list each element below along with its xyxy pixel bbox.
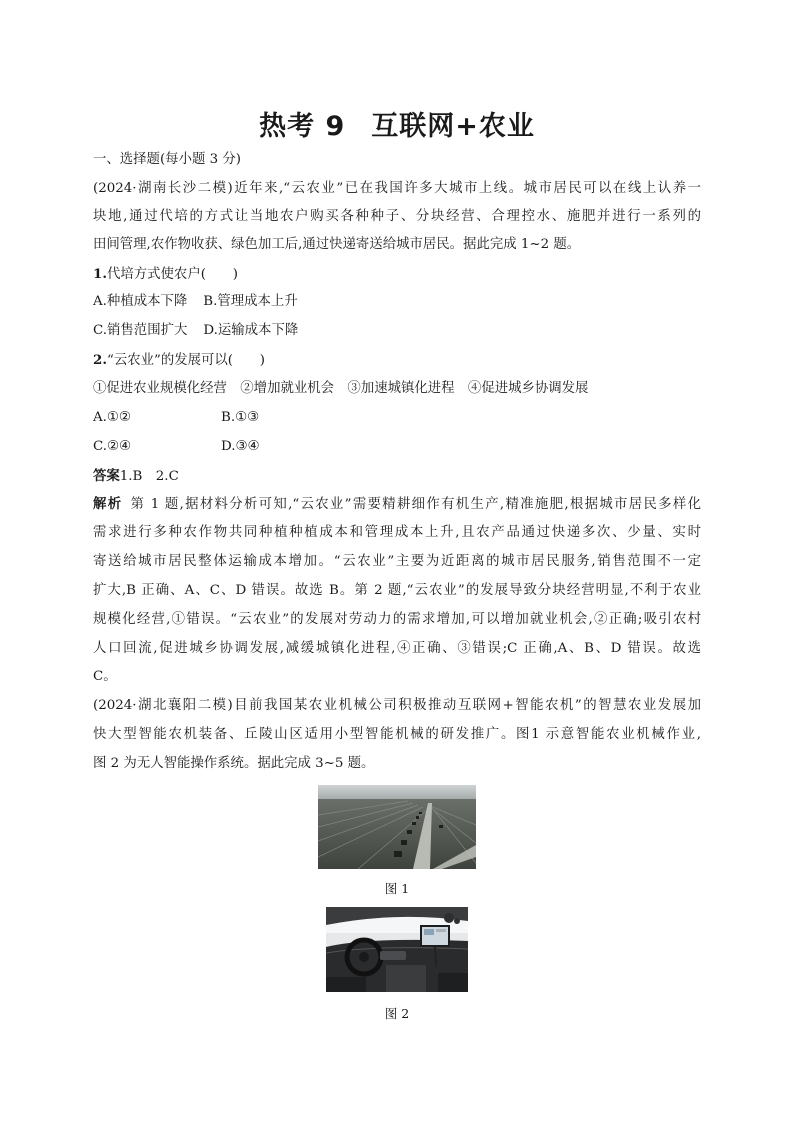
analysis-line: 解析 第 1 题,据材料分析可知,“云农业”需要精耕细作有机生产,精准施肥,根据城市居民多样化 — [93, 496, 701, 512]
analysis-line: 需求进行多种农作物共同种植种植成本和管理成本上升,且农产品通过快递多次、少量、实时 — [93, 525, 701, 540]
analysis-line: 扩大,B 正确、A、C、D 错误。故选 B。第 2 题,“云农业”的发展导致分块经营明显,不利于农业 — [93, 583, 701, 598]
q2-options-row-1 — [93, 409, 260, 427]
passage1-line: 块地,通过代培的方式让当地农户购买各种种子、分块经营、合理控水、施肥并进行一系列的 — [93, 209, 701, 224]
question-number: 1. — [93, 266, 107, 282]
question-number: 2. — [93, 352, 107, 368]
analysis-line: 规模化经营,①错误。“云农业”的发展对劳动力的需求增加,可以增加就业机会,②正确;吸引农村 — [93, 612, 701, 627]
figure-1-image — [318, 785, 476, 869]
question-stem: “云农业”的发展可以( ) — [106, 353, 266, 368]
section-heading: 一、选择题(每小题 3 分) — [93, 152, 241, 167]
question-2 — [93, 351, 265, 370]
q1-options-row-2 — [93, 322, 298, 340]
passage2-line: 图 2 为无人智能操作系统。据此完成 3~5 题。 — [93, 756, 375, 771]
passage2-line: (2024·湖北襄阳二模)目前我国某农业机械公司积极推动互联网+智能农机”的智慧农业发展加 — [93, 698, 701, 713]
analysis-line: 人口回流,促进城乡协调发展,减缓城镇化进程,④正确、③错误;C 正确,A、B、D 错误。故选 — [93, 641, 701, 656]
q2-option-d: D.③④ — [221, 439, 260, 454]
figure-2-caption: 图 2 — [384, 1006, 410, 1021]
answer — [93, 467, 179, 486]
analysis-line: 寄送给城市居民整体运输成本增加。“云农业”主要为近距离的城市居民服务,销售范围不一定 — [93, 554, 701, 569]
answer-label: 答案 — [93, 468, 120, 484]
q2-option-a: A.①② — [93, 410, 131, 425]
title-part2: 互联网+农业 — [371, 111, 535, 142]
q1-option-c: C.销售范围扩大 — [93, 323, 188, 338]
passage1-line: (2024·湖南长沙二模)近年来,“云农业”已在我国许多大城市上线。城市居民可以在线上认养一 — [93, 181, 701, 196]
q1-option-a: A.种植成本下降 — [93, 294, 188, 309]
analysis-label: 解析 — [93, 496, 123, 512]
title-part1: 热考 9 — [259, 111, 346, 142]
q1-options-row-1 — [93, 293, 298, 311]
q2-options-row-2 — [93, 438, 260, 456]
figure-2-image — [326, 907, 468, 992]
q2-option-c: C.②④ — [93, 439, 132, 454]
q2-items: ①促进农业规模化经营 ②增加就业机会 ③加速城镇化进程 ④促进城乡协调发展 — [93, 381, 589, 396]
question-1 — [93, 265, 238, 284]
passage2-line: 快大型智能农机装备、丘陵山区适用小型智能机械的研发推广。图1 示意智能农业机械作业, — [93, 727, 701, 742]
passage1-line: 田间管理,农作物收获、绿色加工后,通过快递寄送给城市居民。据此完成 1~2 题。 — [93, 237, 581, 252]
page-title — [0, 104, 794, 143]
analysis-line: C。 — [93, 669, 117, 684]
q1-option-b: B.管理成本上升 — [203, 294, 298, 309]
figure-1-caption: 图 1 — [384, 881, 410, 896]
q2-option-b: B.①③ — [221, 410, 260, 425]
answer-text: 1.B 2.C — [119, 469, 179, 484]
question-stem: 代培方式使农户( ) — [106, 267, 238, 282]
q1-option-d: D.运输成本下降 — [203, 323, 299, 338]
